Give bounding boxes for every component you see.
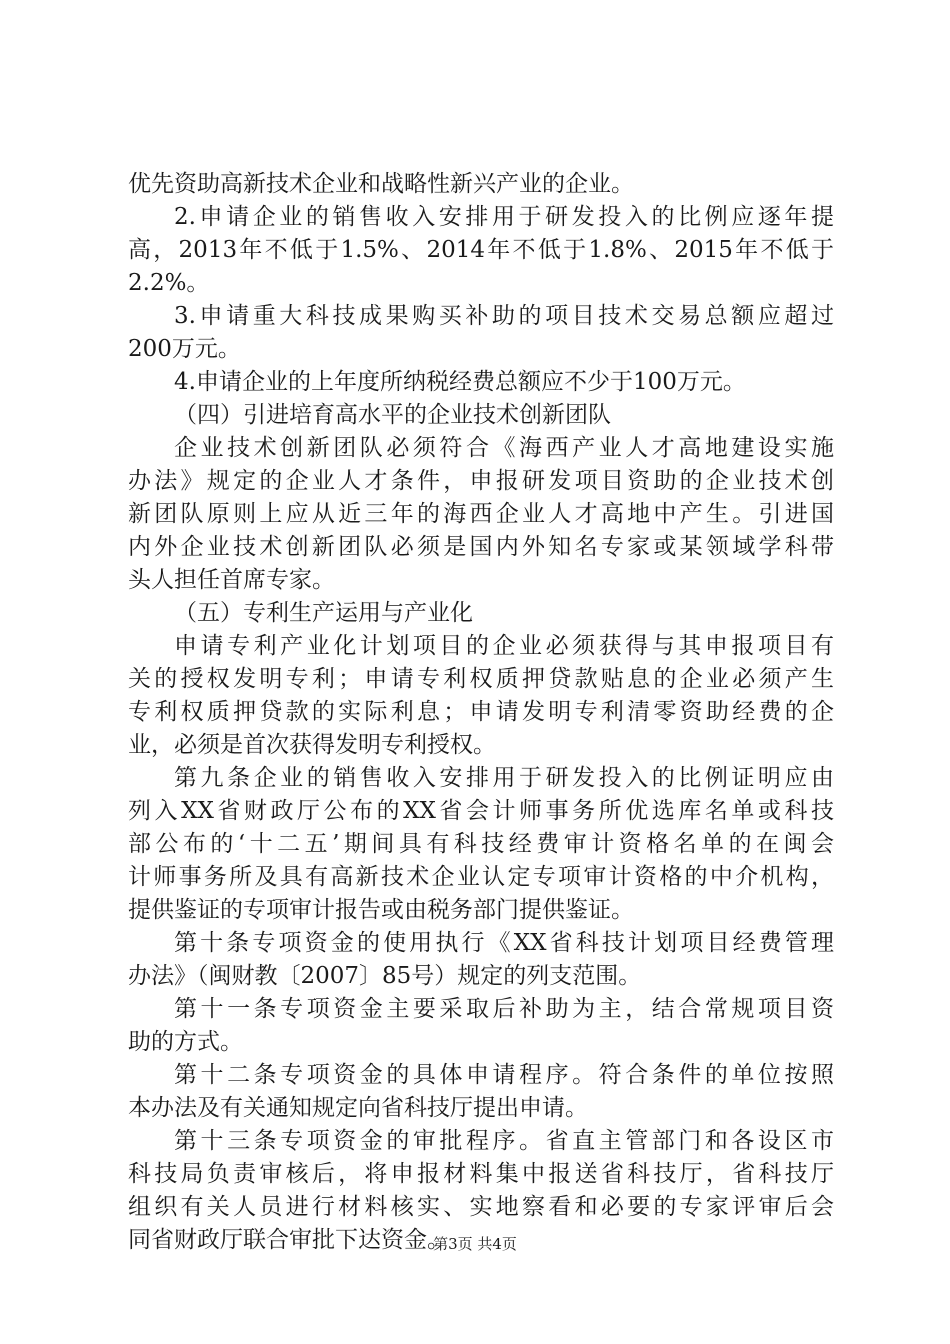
text-line: 第九条企业的销售收入安排用于研发投入的比例证明应由 [174,765,834,791]
text-line: 本办法及有关通知规定向省科技厅提出申请。 [128,1095,588,1121]
text-line: 计师事务所及具有高新技术企业认定专项审计资格的中介机构， [128,864,834,890]
text-line: 部公布的‘十二五’期间具有科技经费审计资格名单的在闽会 [128,831,834,857]
text-line: 4.申请企业的上年度所纳税经费总额应不少于100万元。 [174,369,746,395]
page-number-footer: 第3页 共4页 [433,1235,517,1253]
section-heading: （五）专利生产运用与产业化 [174,600,473,626]
text-line: 助的方式。 [128,1029,243,1055]
text-line: 专利权质押贷款的实际利息；申请发明专利清零资助经费的企 [128,699,834,725]
text-line: 办法》规定的企业人才条件，申报研发项目资助的企业技术创 [128,468,834,494]
text-line: 头人担任首席专家。 [128,567,335,593]
text-line: 3.申请重大科技成果购买补助的项目技术交易总额应超过 [174,303,834,329]
text-line: 2.2%。 [128,270,210,296]
text-line: 组织有关人员进行材料核实、实地察看和必要的专家评审后会 [128,1194,834,1220]
text-line: 优先资助高新技术企业和战略性新兴产业的企业。 [128,171,634,197]
text-line: 申请专利产业化计划项目的企业必须获得与其申报项目有 [174,633,834,659]
text-line: 200万元。 [128,336,241,362]
text-line: 新团队原则上应从近三年的海西企业人才高地中产生。引进国 [128,501,834,527]
text-line: 第十二条专项资金的具体申请程序。符合条件的单位按照 [174,1062,834,1088]
text-line: 第十一条专项资金主要采取后补助为主，结合常规项目资 [174,996,834,1022]
text-line: 第十条专项资金的使用执行《XX省科技计划项目经费管理 [174,930,834,956]
text-line: 办法》（闽财教〔2007〕85号）规定的列支范围。 [128,963,642,989]
text-line: 高，2013年不低于1.5%、2014年不低于1.8%、2015年不低于 [128,237,834,263]
text-line: 2.申请企业的销售收入安排用于研发投入的比例应逐年提 [174,204,834,230]
document-body [128,168,834,1257]
text-line: 关的授权发明专利；申请专利权质押贷款贴息的企业必须产生 [128,666,834,692]
text-line: 提供鉴证的专项审计报告或由税务部门提供鉴证。 [128,897,634,923]
text-line: 业，必须是首次获得发明专利授权。 [128,732,496,758]
text-line: 列入XX省财政厅公布的XX省会计师事务所优选库名单或科技 [128,798,834,824]
text-line: 内外企业技术创新团队必须是国内外知名专家或某领域学科带 [128,534,834,560]
text-line: 第十三条专项资金的审批程序。省直主管部门和各设区市 [174,1128,834,1154]
text-line: 科技局负责审核后，将申报材料集中报送省科技厅，省科技厅 [128,1161,834,1187]
text-line: 企业技术创新团队必须符合《海西产业人才高地建设实施 [174,435,834,461]
text-line: 同省财政厅联合审批下达资金。 [128,1227,450,1253]
section-heading: （四）引进培育高水平的企业技术创新团队 [174,402,611,428]
